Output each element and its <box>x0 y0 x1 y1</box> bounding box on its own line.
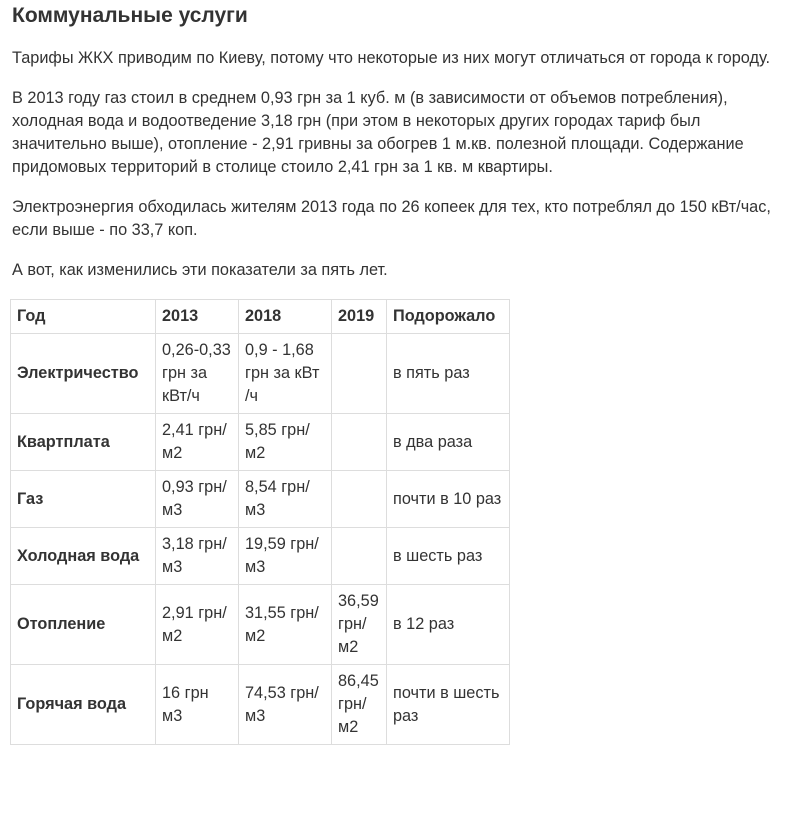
header-increase: Подорожало <box>387 300 510 334</box>
cell-2018: 0,9 - 1,68 грн за кВт /ч <box>239 334 332 414</box>
cell-2019: 86,45 грн/м2 <box>332 665 387 745</box>
row-label: Электричество <box>11 334 156 414</box>
cell-increase: в два раза <box>387 414 510 471</box>
table-row <box>11 528 510 585</box>
table-header-row <box>11 300 510 334</box>
cell-2013: 3,18 грн/м3 <box>156 528 239 585</box>
cell-increase: в шесть раз <box>387 528 510 585</box>
cell-2018: 31,55 грн/м2 <box>239 585 332 665</box>
cell-2019 <box>332 334 387 414</box>
section-title: Коммунальные услуги <box>12 4 248 27</box>
cell-2019 <box>332 528 387 585</box>
cell-2019 <box>332 414 387 471</box>
cell-2018: 19,59 грн/м3 <box>239 528 332 585</box>
cell-2013: 0,26-0,33 грн за кВт/ч <box>156 334 239 414</box>
table-row <box>11 414 510 471</box>
cell-increase: в пять раз <box>387 334 510 414</box>
cell-2019 <box>332 471 387 528</box>
paragraph-electricity: Электроэнергия обходилась жителям 2013 года по 26 копеек для тех, кто потреблял до 150 кВт/час, если выше - по 33,7 коп. <box>12 198 771 239</box>
header-2018: 2018 <box>239 300 332 334</box>
row-label: Горячая вода <box>11 665 156 745</box>
tariffs-table <box>10 299 510 745</box>
row-label: Газ <box>11 471 156 528</box>
paragraph-2013-tariffs: В 2013 году газ стоил в среднем 0,93 грн за 1 куб. м (в зависимости от объемов потребления), холодная вода и водоотведение 3,18 грн (при этом в некоторых других городах тариф был значительно выше), отопление - 2,91 гривны за обогрев 1 м.кв. полезной площади. Содержание придомовых территорий в столице стоило 2,41 грн за 1 кв. м квартиры. <box>12 89 744 176</box>
header-year: Год <box>11 300 156 334</box>
paragraph-table-lead: А вот, как изменились эти показатели за пять лет. <box>12 261 388 279</box>
cell-2018: 74,53 грн/м3 <box>239 665 332 745</box>
cell-increase: в 12 раз <box>387 585 510 665</box>
cell-increase: почти в шесть раз <box>387 665 510 745</box>
cell-2013: 16 грн м3 <box>156 665 239 745</box>
paragraph-intro: Тарифы ЖКХ приводим по Киеву, потому что некоторые из них могут отличаться от города к городу. <box>12 49 771 67</box>
row-label: Квартплата <box>11 414 156 471</box>
header-2019: 2019 <box>332 300 387 334</box>
row-label: Отопление <box>11 585 156 665</box>
cell-2018: 5,85 грн/м2 <box>239 414 332 471</box>
table-row <box>11 334 510 414</box>
cell-2018: 8,54 грн/м3 <box>239 471 332 528</box>
row-label: Холодная вода <box>11 528 156 585</box>
cell-2013: 2,41 грн/м2 <box>156 414 239 471</box>
table-row <box>11 471 510 528</box>
cell-2019: 36,59 грн/м2 <box>332 585 387 665</box>
header-2013: 2013 <box>156 300 239 334</box>
table-row <box>11 585 510 665</box>
cell-increase: почти в 10 раз <box>387 471 510 528</box>
table-row <box>11 665 510 745</box>
cell-2013: 0,93 грн/м3 <box>156 471 239 528</box>
cell-2013: 2,91 грн/м2 <box>156 585 239 665</box>
